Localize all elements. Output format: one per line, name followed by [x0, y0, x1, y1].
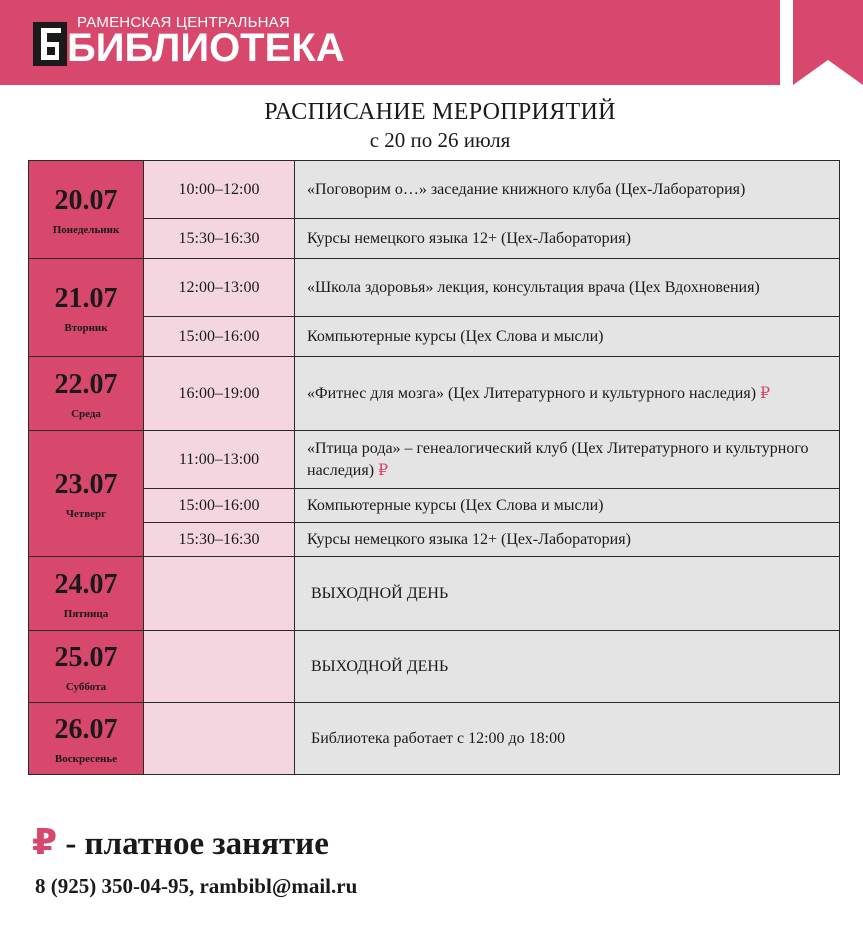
weekday-label: Воскресенье	[54, 752, 118, 765]
paid-ruble-icon: ₽	[760, 384, 771, 402]
event-text: Курсы немецкого языка 12+ (Цех-Лаборатория)	[307, 530, 631, 548]
date-number: 22.07	[54, 368, 118, 400]
event-text: «Фитнес для мозга» (Цех Литературного и культурного наследия)	[307, 384, 757, 402]
table-row	[29, 431, 840, 489]
time-cell: 10:00–12:00	[144, 161, 295, 219]
date-cell	[29, 431, 144, 557]
date-cell	[29, 161, 144, 259]
table-row	[29, 523, 840, 557]
weekday-label: Понедельник	[52, 223, 120, 236]
event-cell	[295, 431, 840, 489]
weekday-label: Четверг	[65, 507, 107, 520]
event-cell	[295, 557, 840, 631]
weekday-label: Пятница	[63, 607, 109, 620]
time-cell	[144, 631, 295, 703]
ruble-icon: ₽	[32, 822, 58, 863]
date-number: 23.07	[54, 468, 118, 500]
event-text: «Школа здоровья» лекция, консультация врача (Цех Вдохновения)	[307, 278, 760, 296]
time-cell: 15:00–16:00	[144, 489, 295, 523]
event-text: «Птица рода» – генеалогический клуб (Цех Литературного и культурного наследия)	[307, 439, 809, 479]
header-band	[0, 0, 780, 85]
event-cell	[295, 259, 840, 317]
date-cell	[29, 631, 144, 703]
day-off-text: ВЫХОДНОЙ ДЕНЬ	[311, 584, 449, 602]
hours-text: Библиотека работает с 12:00 до 18:00	[311, 729, 566, 747]
schedule-table	[28, 160, 840, 775]
date-number: 21.07	[54, 282, 118, 314]
event-text: Компьютерные курсы (Цех Слова и мысли)	[307, 327, 604, 345]
event-cell	[295, 317, 840, 357]
table-row	[29, 631, 840, 703]
date-number: 26.07	[54, 713, 118, 745]
table-row	[29, 703, 840, 775]
date-cell	[29, 357, 144, 431]
table-row	[29, 357, 840, 431]
event-cell	[295, 161, 840, 219]
title-line-1: РАСПИСАНИЕ МЕРОПРИЯТИЙ	[264, 99, 616, 125]
event-text: «Поговорим о…» заседание книжного клуба (Цех-Лаборатория)	[307, 180, 746, 198]
weekday-label: Среда	[71, 407, 101, 420]
table-row	[29, 161, 840, 219]
legend-text: - платное занятие	[57, 826, 329, 862]
date-number: 25.07	[54, 641, 118, 673]
time-cell: 11:00–13:00	[144, 431, 295, 489]
date-number: 24.07	[54, 568, 118, 600]
date-cell	[29, 557, 144, 631]
bookmark-ribbon	[793, 0, 863, 85]
paid-legend	[32, 822, 329, 863]
logo-subtitle: РАМЕНСКАЯ ЦЕНТРАЛЬНАЯ	[77, 14, 290, 31]
event-cell	[295, 703, 840, 775]
event-text: Компьютерные курсы (Цех Слова и мысли)	[307, 496, 604, 514]
time-cell: 15:30–16:30	[144, 523, 295, 557]
table-row	[29, 219, 840, 259]
paid-ruble-icon: ₽	[378, 461, 389, 479]
time-cell	[144, 557, 295, 631]
day-off-text: ВЫХОДНОЙ ДЕНЬ	[311, 657, 449, 675]
event-cell	[295, 631, 840, 703]
time-cell	[144, 703, 295, 775]
event-cell	[295, 357, 840, 431]
time-cell: 15:00–16:00	[144, 317, 295, 357]
library-logo	[33, 12, 345, 72]
table-row	[29, 259, 840, 317]
weekday-label: Вторник	[64, 321, 108, 334]
date-number: 20.07	[54, 184, 118, 216]
logo-letter-mark	[33, 22, 67, 66]
time-cell: 16:00–19:00	[144, 357, 295, 431]
event-cell	[295, 489, 840, 523]
table-row	[29, 317, 840, 357]
event-cell	[295, 219, 840, 259]
table-row	[29, 489, 840, 523]
time-cell: 12:00–13:00	[144, 259, 295, 317]
weekday-label: Суббота	[65, 680, 107, 693]
event-cell	[295, 523, 840, 557]
title-line-2: с 20 по 26 июля	[369, 128, 511, 152]
time-cell: 15:30–16:30	[144, 219, 295, 259]
date-cell	[29, 703, 144, 775]
page-title	[0, 97, 863, 153]
date-cell	[29, 259, 144, 357]
table-row	[29, 557, 840, 631]
logo-title: БИБЛИОТЕКА	[67, 26, 345, 70]
event-text: Курсы немецкого языка 12+ (Цех-Лаборатория)	[307, 229, 631, 247]
contact-info: 8 (925) 350-04-95, rambibl@mail.ru	[35, 874, 358, 898]
